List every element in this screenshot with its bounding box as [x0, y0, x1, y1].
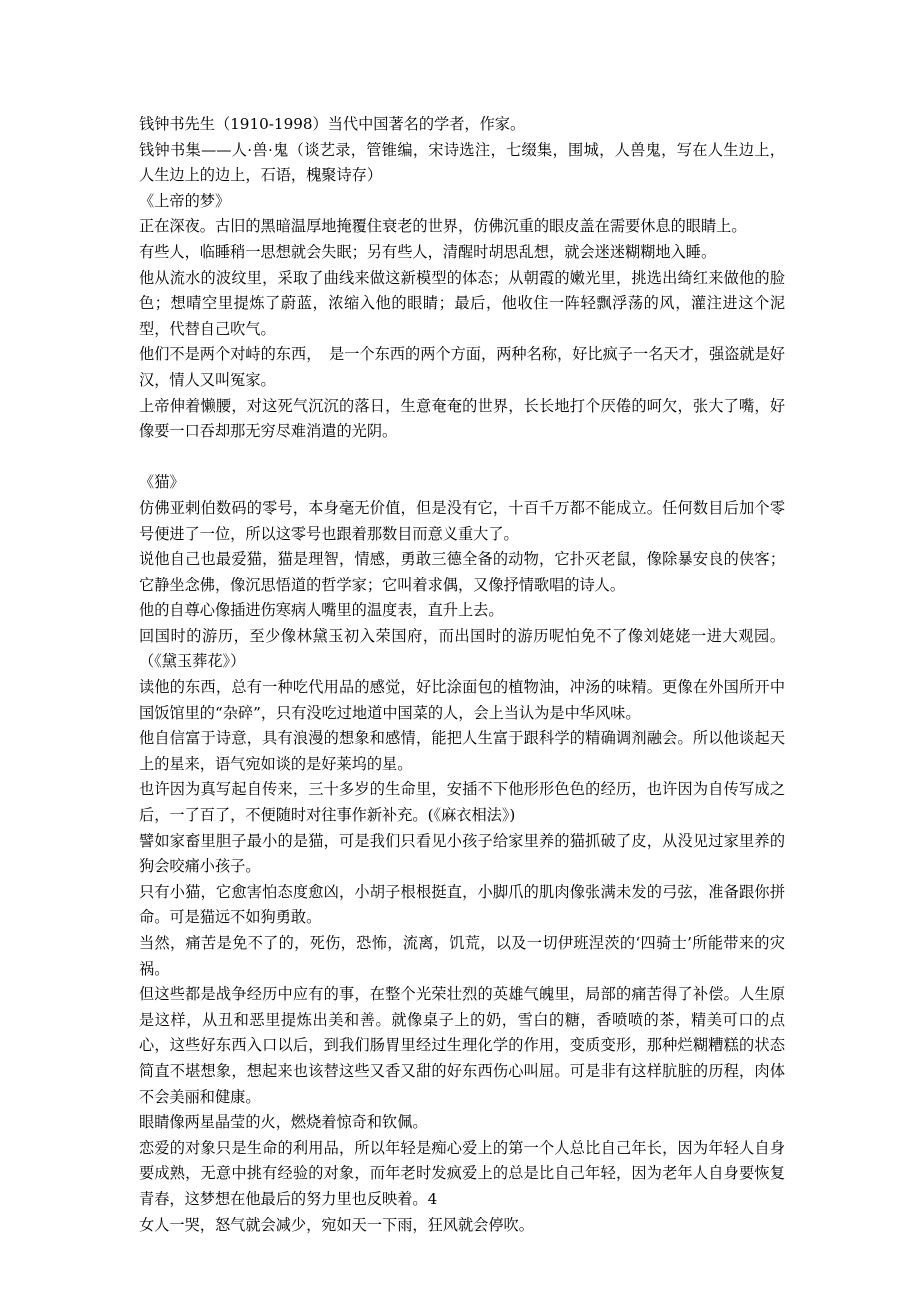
paragraph: 但这些都是战争经历中应有的事，在整个光荣壮烈的英雄气魄里，局部的痛苦得了补偿。人生原是这样，从丑和恶里提炼出美和善。就像桌子上的奶，雪白的糖，香喷喷的茶，精美可口的点心，这些好东西入口以后，到我们肠胃里经过生理化学的作用，变质变形，那种烂糊糟糕的状态简直不堪想象，想起来也该替这些又香又甜的好东西伤心叫屈。可是非有这样肮脏的历程，肉体不会美丽和健康。 — [139, 985, 785, 1106]
paragraph: 有些人，临睡稍一思想就会失眠；另有些人，清醒时胡思乱想，就会迷迷糊糊地入睡。 — [139, 242, 717, 261]
paragraph: 上帝伸着懒腰，对这死气沉沉的落日，生意奄奄的世界，长长地打个厌倦的呵欠，张大了嘴，好像要一口吞却那无穷尽难消遣的光阴。 — [139, 396, 785, 441]
paragraph: 恋爱的对象只是生命的利用品，所以年轻是痴心爱上的第一个人总比自己年长，因为年轻人自身要成熟，无意中挑有经验的对象，而年老时发疯爱上的总是比自己年轻，因为老年人自身要恢复青春，这梦想在他最后的努力里也反映着。4 — [139, 1138, 785, 1208]
section-title-gods-dream: 《上帝的梦》 — [139, 191, 231, 210]
paragraph: 也许因为真写起自传来，三十多岁的生命里，安插不下他形形色色的经历，也许因为自传写成之后，一了百了，不便随时对往事作新补充。(《麻衣相法》) — [139, 780, 785, 825]
intro-line-2: 钱钟书集——人·兽·鬼（谈艺录，管锥编，宋诗选注，七缀集，围城，人兽鬼，写在人生边上，人生边上的边上，石语，槐聚诗存） — [139, 140, 785, 185]
paragraph: 他从流水的波纹里，采取了曲线来做这新模型的体态；从朝霞的嫩光里，挑选出绮红来做他的脸色；想晴空里提炼了蔚蓝，浓缩入他的眼睛；最后，他收住一阵轻飘浮荡的风，灌注进这个泥型，代替自己吹气。 — [139, 268, 785, 338]
document-body — [139, 112, 785, 1238]
paragraph: 读他的东西，总有一种吃代用品的感觉，好比涂面包的植物油，冲汤的味精。更像在外国所开中国饭馆里的“杂碎”，只有没吃过地道中国菜的人，会上当认为是中华风味。 — [139, 678, 785, 722]
paragraph: 他的自尊心像插进伤寒病人嘴里的温度表，直升上去。 — [139, 601, 504, 620]
paragraph: 当然，痛苦是免不了的，死伤，恐怖，流离，饥荒，以及一切伊班涅茨的‘四骑士’所能带来的灾祸。 — [139, 934, 785, 978]
intro-line-1: 钱钟书先生（1910-1998）当代中国著名的学者，作家。 — [139, 115, 526, 133]
paragraph: 他自信富于诗意，具有浪漫的想象和感情，能把人生富于跟科学的精确调剂融会。所以他谈起天上的星来，语气宛如谈的是好莱坞的星。 — [139, 729, 785, 773]
section-spacer — [139, 445, 785, 471]
paragraph: 女人一哭，怒气就会减少，宛如天一下雨，狂风就会停吹。 — [139, 1215, 534, 1234]
section-title-cat: 《猫》 — [139, 473, 185, 492]
paragraph: 眼睛像两星晶莹的火，燃烧着惊奇和钦佩。 — [139, 1113, 428, 1132]
paragraph: 他们不是两个对峙的东西， 是一个东西的两个方面，两种名称，好比疯子一名天才，强盗就是好汉，情人又叫冤家。 — [139, 345, 785, 389]
paragraph: 正在深夜。古旧的黑暗温厚地掩覆住衰老的世界，仿佛沉重的眼皮盖在需要休息的眼睛上。 — [139, 217, 747, 236]
paragraph: 仿佛亚剌伯数码的零号，本身毫无价值，但是没有它，十百千万都不能成立。任何数目后加个零号便进了一位，所以这零号也跟着那数目而意义重大了。 — [139, 498, 785, 543]
paragraph: 回国时的游历，至少像林黛玉初入荣国府，而出国时的游历呢怕免不了像刘姥姥一进大观园。（《黛玉葬花》） — [139, 626, 785, 671]
paragraph: 说他自己也最爱猫，猫是理智，情感，勇敢三德全备的动物，它扑灭老鼠，像除暴安良的侠客；它静坐念佛，像沉思悟道的哲学家；它叫着求偶，又像抒情歌唱的诗人。 — [139, 550, 785, 594]
paragraph: 只有小猫，它愈害怕态度愈凶，小胡子根根挺直，小脚爪的肌肉像张满未发的弓弦，准备跟你拼命。可是猫远不如狗勇敢。 — [139, 882, 785, 927]
paragraph: 譬如家畜里胆子最小的是猫，可是我们只看见小孩子给家里养的猫抓破了皮，从没见过家里养的狗会咬痛小孩子。 — [139, 831, 785, 876]
